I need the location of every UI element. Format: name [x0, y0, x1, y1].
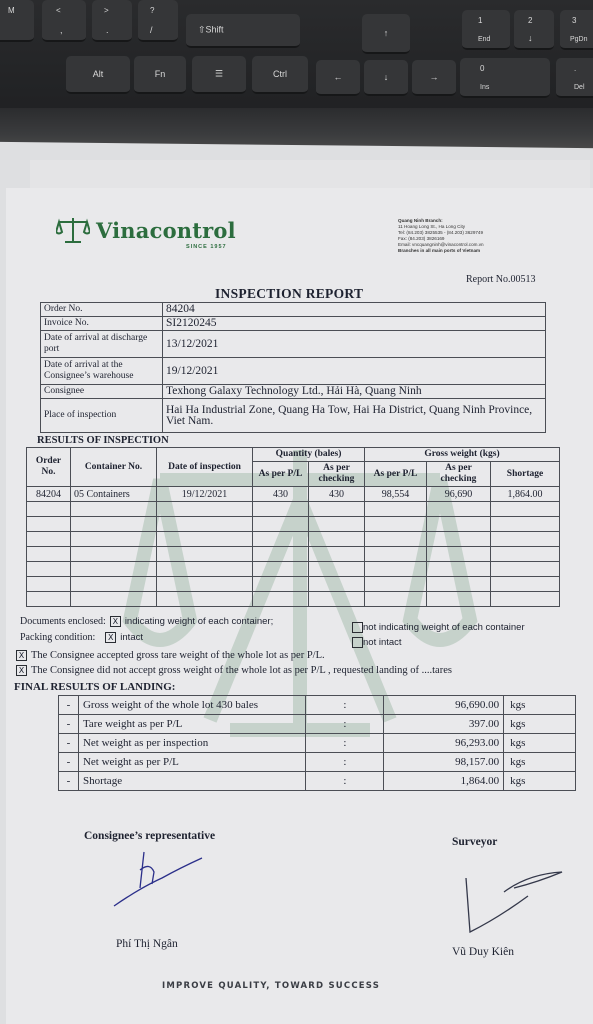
scales-logo-icon — [56, 216, 90, 244]
table-row — [27, 562, 560, 577]
final-value: 96,690.00 — [384, 696, 504, 715]
key-menu[interactable]: ☰ — [192, 56, 246, 94]
info-value: 19/12/2021 — [163, 358, 546, 385]
packing-label: Packing condition: — [20, 632, 96, 643]
final-value: 1,864.00 — [384, 772, 504, 791]
table-row — [41, 385, 546, 399]
table-row — [41, 303, 546, 317]
final-label: Shortage — [78, 772, 306, 791]
key-question[interactable]: ? / — [138, 0, 178, 42]
key-down[interactable]: ↓ — [364, 60, 408, 96]
packing-option-1: intact — [120, 632, 143, 643]
branch-line: Fax: (84.203) 3826169 — [398, 236, 445, 241]
documents-alt-line — [348, 622, 525, 633]
key-3-pgdn[interactable]: 3 PgDn — [560, 10, 593, 50]
results-section-title: RESULTS OF INSPECTION — [37, 435, 169, 446]
packing-alt-line — [348, 637, 402, 648]
table-row — [59, 734, 576, 753]
table-row — [59, 753, 576, 772]
col-shortage: Shortage — [491, 462, 560, 487]
info-label: Place of inspection — [41, 399, 163, 433]
final-unit: kgs — [504, 772, 576, 791]
col-gross-weight: Gross weight (kgs) — [365, 448, 560, 462]
key-2-down[interactable]: 2 ↓ — [514, 10, 554, 50]
cell-container-no: 05 Containers — [71, 487, 157, 502]
key-greater[interactable]: > . — [92, 0, 132, 42]
col-qty-as-per-checking: As per checking — [309, 462, 365, 487]
row-colon: : — [306, 772, 384, 791]
packing-option-2: not intact — [363, 637, 402, 648]
table-row — [41, 317, 546, 331]
report-title: INSPECTION REPORT — [215, 286, 364, 301]
key-shift[interactable]: ⇧Shift — [186, 14, 300, 48]
order-info-table — [40, 302, 546, 433]
brand-name: Vinacontrol — [96, 217, 236, 243]
final-results-title: FINAL RESULTS OF LANDING: — [14, 681, 176, 693]
accepted-checkbox[interactable]: X — [16, 650, 27, 661]
cell-qty-checking: 430 — [309, 487, 365, 502]
accepted-line — [12, 650, 325, 661]
not-accepted-line — [12, 665, 452, 676]
documents-option-2: not indicating weight of each container — [363, 622, 525, 633]
key-fn[interactable]: Fn — [134, 56, 186, 94]
final-label: Gross weight of the whole lot 430 bales — [78, 696, 306, 715]
table-row — [27, 577, 560, 592]
branch-footer: Branches in all main ports of Vietnam — [398, 248, 481, 253]
cell-qty-pl: 430 — [253, 487, 309, 502]
table-row — [27, 487, 560, 502]
key-up[interactable]: ↑ — [362, 14, 410, 54]
surveyor-title: Surveyor — [452, 836, 498, 848]
documents-label: Documents enclosed: — [20, 616, 106, 627]
accepted-text: The Consignee accepted gross tare weight of the whole lot as per P/L. — [31, 650, 325, 661]
row-colon: : — [306, 734, 384, 753]
col-container-no: Container No. — [71, 448, 157, 487]
table-row — [27, 547, 560, 562]
key-m[interactable]: M — [0, 0, 34, 42]
cell-date: 19/12/2021 — [157, 487, 253, 502]
not-accepted-text: The Consignee did not accept gross weight of the whole lot as per P/L , requested landing of ....tares — [31, 665, 452, 676]
table-row — [59, 715, 576, 734]
final-value: 397.00 — [384, 715, 504, 734]
vinacontrol-logo — [56, 216, 236, 250]
key-0-ins[interactable]: 0 Ins — [460, 58, 550, 98]
info-label: Date of arrival at discharge port — [41, 331, 163, 358]
key-less[interactable]: < , — [42, 0, 86, 42]
info-value: 84204 — [163, 303, 546, 317]
cell-gross-pl: 98,554 — [365, 487, 427, 502]
col-gross-as-per-pl: As per P/L — [365, 462, 427, 487]
surveyor-name: Vũ Duy Kiên — [452, 946, 514, 958]
keyboard — [0, 0, 593, 150]
table-row — [27, 502, 560, 517]
info-label: Consignee — [41, 385, 163, 399]
documents-checkbox-checked[interactable]: X — [110, 616, 121, 627]
row-colon: : — [306, 696, 384, 715]
brand-since: SINCE 1957 — [186, 244, 227, 250]
row-dash: - — [59, 772, 79, 791]
row-dash: - — [59, 696, 79, 715]
final-value: 96,293.00 — [384, 734, 504, 753]
final-label: Net weight as per inspection — [78, 734, 306, 753]
final-results-table — [58, 695, 576, 791]
footer-slogan: IMPROVE QUALITY, TOWARD SUCCESS — [162, 981, 381, 991]
key-alt[interactable]: Alt — [66, 56, 130, 94]
final-label: Tare weight as per P/L — [78, 715, 306, 734]
packing-condition-line — [20, 632, 143, 643]
packing-checkbox-unchecked[interactable] — [352, 637, 363, 648]
table-row — [27, 592, 560, 607]
consignee-name: Phí Thị Ngân — [116, 938, 178, 950]
report-number: Report No.00513 — [466, 274, 536, 285]
consignee-signature-icon — [110, 848, 210, 912]
documents-option-1: indicating weight of each container; — [124, 616, 274, 627]
table-row — [27, 532, 560, 547]
col-quantity: Quantity (bales) — [253, 448, 365, 462]
table-row — [41, 331, 546, 358]
info-value: SI2120245 — [163, 317, 546, 331]
branch-line: Email: vncquangninh@vinacontrol.com.vn — [398, 242, 484, 247]
col-order-no: Order No. — [27, 448, 71, 487]
table-row — [59, 772, 576, 791]
packing-checkbox-checked[interactable]: X — [105, 632, 116, 643]
branch-line: 11 Hoang Long St., Ha Long City — [398, 224, 466, 229]
row-dash: - — [59, 734, 79, 753]
surveyor-signature-icon — [458, 862, 578, 938]
table-row — [59, 696, 576, 715]
table-row — [27, 517, 560, 532]
final-unit: kgs — [504, 696, 576, 715]
cell-gross-checking: 96,690 — [427, 487, 491, 502]
table-row — [41, 399, 546, 433]
final-unit: kgs — [504, 734, 576, 753]
documents-checkbox-unchecked[interactable] — [352, 622, 363, 633]
consignee-representative-title: Consignee’s representative — [84, 830, 216, 842]
table-header-row — [27, 448, 560, 462]
info-value: Texhong Galaxy Technology Ltd., Hải Hà, Quang Ninh — [163, 385, 546, 399]
info-label: Order No. — [41, 303, 163, 317]
key-dot-del[interactable]: . Del — [556, 58, 593, 98]
key-ctrl[interactable]: Ctrl — [252, 56, 308, 94]
key-right[interactable]: → — [412, 60, 456, 96]
final-unit: kgs — [504, 753, 576, 772]
final-value: 98,157.00 — [384, 753, 504, 772]
branch-info — [398, 218, 548, 254]
info-label: Invoice No. — [41, 317, 163, 331]
documents-enclosed-line — [20, 616, 273, 627]
info-value: 13/12/2021 — [163, 331, 546, 358]
row-dash: - — [59, 753, 79, 772]
info-value: Hai Ha Industrial Zone, Quang Ha Tow, Hai Ha District, Quang Ninh Province, Viet Nam. — [163, 399, 546, 433]
results-table — [26, 447, 560, 607]
key-left[interactable]: ← — [316, 60, 360, 96]
row-dash: - — [59, 715, 79, 734]
key-1-end[interactable]: 1 End — [462, 10, 510, 50]
cell-shortage: 1,864.00 — [491, 487, 560, 502]
row-colon: : — [306, 715, 384, 734]
branch-line: Tel: (84.203) 3825535 - (84.203) 3629749 — [398, 230, 484, 235]
cell-order-no: 84204 — [27, 487, 71, 502]
branch-title: Quang Ninh Branch: — [398, 218, 443, 223]
table-row — [41, 358, 546, 385]
final-unit: kgs — [504, 715, 576, 734]
row-colon: : — [306, 753, 384, 772]
final-label: Net weight as per P/L — [78, 753, 306, 772]
not-accepted-checkbox[interactable]: X — [16, 665, 27, 676]
col-date-of-inspection: Date of inspection — [157, 448, 253, 487]
col-qty-as-per-pl: As per P/L — [253, 462, 309, 487]
info-label: Date of arrival at the Consignee’s warehouse — [41, 358, 163, 385]
col-gross-as-per-checking: As per checking — [427, 462, 491, 487]
